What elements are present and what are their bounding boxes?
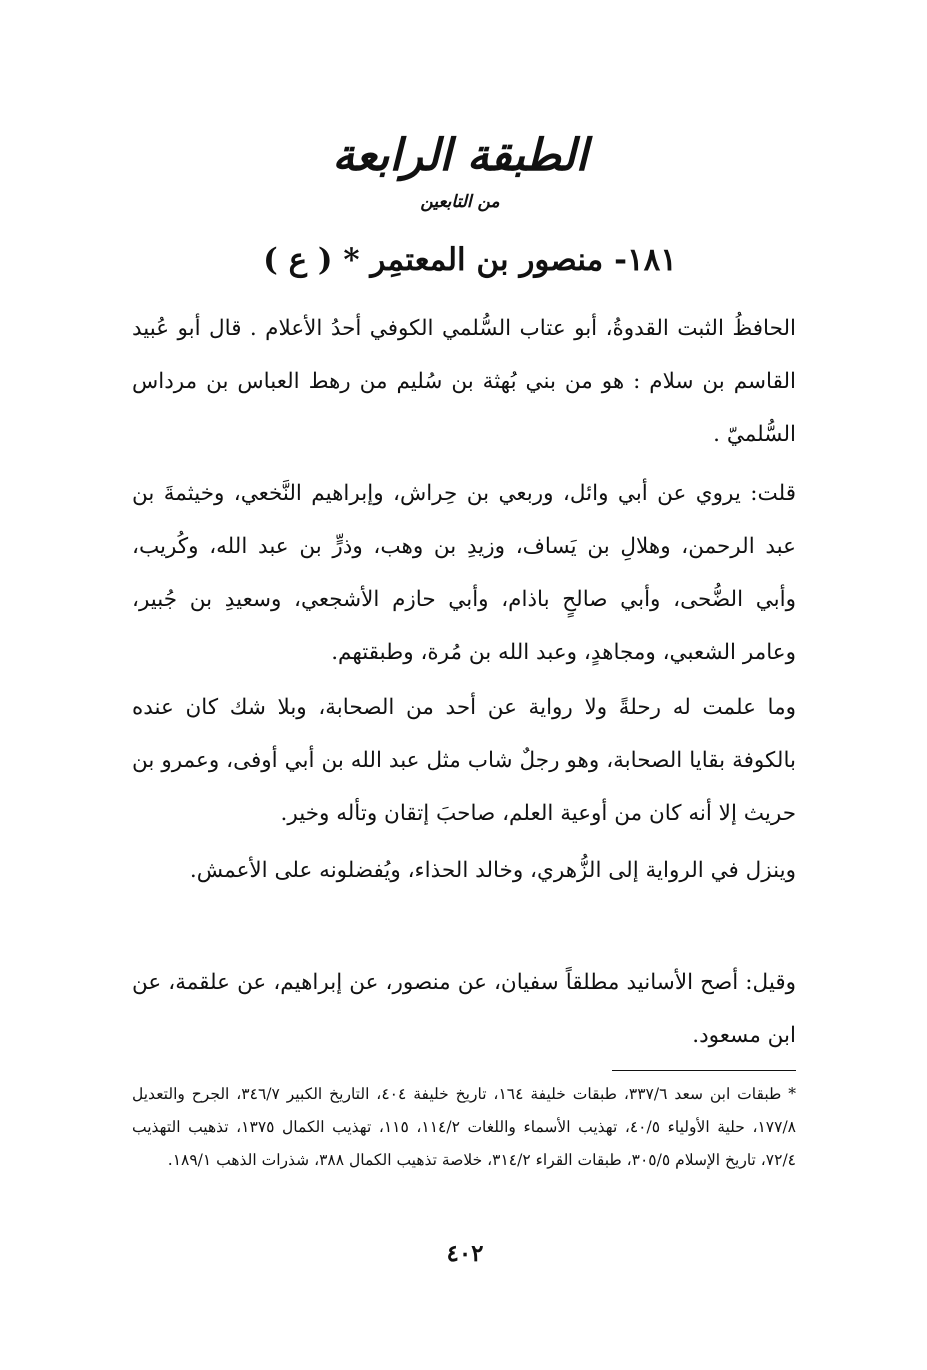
footnote: * طبقات ابن سعد ٣٣٧/٦، طبقات خليفة ١٦٤، تاريخ خليفة ٤٠٤، التاريخ الكبير ٣٤٦/٧، الجرح والتعديل ١٧٧/٨، حلية الأولياء ٤٠/٥، تهذيب الأسماء واللغات ١١٤/٢، ١١٥، تهذيب الكمال ١٣٧٥، تذهيب التهذيب ٧٢/٤، تاريخ الإسلام ٣٠٥/٥، طبقات القراء ٣١٤/٢، خلاصة تذهيب الكمال ٣٨٨، شذرات الذهب ١٨٩/١. (132, 1085, 797, 1169)
chapter-title: الطبقة الرابعة (332, 130, 588, 181)
chapter-subtitle: من التابعين (420, 192, 500, 212)
paragraph-4: وينزل في الرواية إلى الزُّهري، وخالد الحذاء، ويُفضلونه على الأعمش. (189, 858, 796, 883)
page-number: ٤٠٢ (446, 1240, 484, 1267)
entry-heading: ١٨١- منصور بن المعتمِر * ( ع ) (263, 242, 677, 278)
paragraph-3: وما علمت له رحلةً ولا رواية عن أحد من الصحابة، وبلا شك كان عنده بالكوفة بقايا الصحابة، وهو رجلٌ شاب مثل عبد الله بن أبي أوفى، وعمرو بن حريث إلا أنه كان من أوعية العلم، صاحبَ إتقان وتأله وخير. (132, 695, 796, 826)
paragraph-5: وقيل: أصح الأسانيد مطلقاً سفيان، عن منصور، عن إبراهيم، عن علقمة، عن ابن مسعود. (132, 970, 796, 1048)
paragraph-2: قلت: يروي عن أبي وائل، وربعي بن حِراش، وإبراهيم النَّخعي، وخيثمةَ بن عبد الرحمن، وهلالِ بن يَساف، وزيدِ بن وهب، وذرٍّ بن عبد الله، وكُريب، وأبي الضُّحى، وأبي صالحٍ باذام، وأبي حازم الأشجعي، وسعيدِ بن جُبير، وعامر الشعبي، ومجاهدٍ، وعبد الله بن مُرة، وطبقتهم. (132, 481, 796, 665)
footnote-divider (612, 1070, 796, 1071)
paragraph-1: الحافظُ الثبت القدوةُ، أبو عتاب السُّلمي الكوفي أحدُ الأعلام . قال أبو عُبيد القاسم بن سلام : هو من بني بُهثة بن سُليم من رهط العباس بن مرداس السُّلميّ . (132, 316, 796, 447)
